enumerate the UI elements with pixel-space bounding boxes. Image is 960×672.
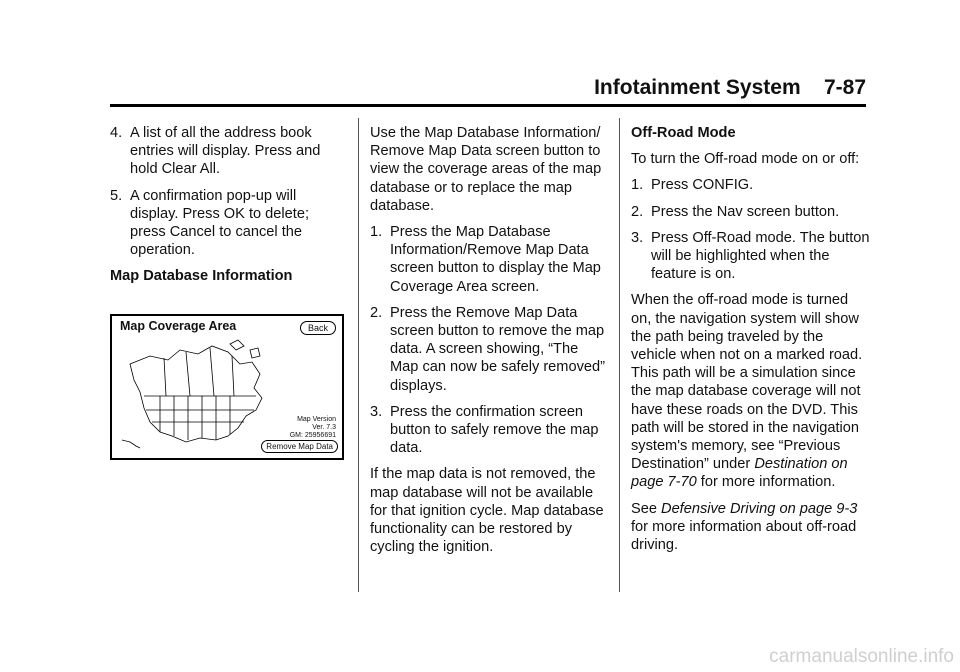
cross-reference-link[interactable]: Destination on page 7-70: [631, 456, 848, 491]
list-number: 4.: [110, 125, 123, 141]
list-number: 2.: [631, 203, 644, 220]
list-text: Press Off-Road mode. The button will be highlighted when the feature is on.: [651, 229, 870, 283]
list-text: Press the Map Database Information/Remove Map Data screen button to display the Map Coverage Area screen.: [390, 224, 601, 295]
column-right: [631, 124, 871, 562]
map-version-label: Map Version: [297, 416, 336, 423]
list-item: [631, 203, 871, 221]
page-header: [110, 76, 866, 107]
list-number: 2.: [370, 304, 383, 321]
column-divider: [619, 118, 620, 592]
list-number: 3.: [631, 229, 644, 246]
north-america-map-icon: [120, 336, 280, 456]
map-version-info: [284, 416, 336, 440]
paragraph: [631, 291, 871, 491]
map-coverage-screen-figure: [110, 314, 344, 460]
figure-title: Map Coverage Area: [120, 319, 237, 333]
cross-reference-link[interactable]: Defensive Driving on page 9-3: [661, 500, 858, 517]
paragraph-text: When the off-road mode is turned on, the navigation system will show the path being traveled by the vehicle when not on a marked road. This path will be a simulation since the map database coverage will not have these roads on the DVD. This path will be stored in the navigation system's memory, see “Previous Destination” under: [631, 292, 863, 473]
paragraph-text: for more information about off-road driving.: [631, 518, 857, 554]
page-title: Infotainment System 7-87: [594, 76, 866, 99]
column-left: [110, 124, 342, 294]
remove-map-data-button: Remove Map Data: [261, 440, 338, 453]
map-version-value: Ver. 7.3: [312, 424, 336, 431]
list-item: [370, 304, 610, 395]
watermark: carmanualsonline.info: [769, 646, 954, 667]
list-number: 3.: [370, 403, 383, 420]
list-number: 5.: [110, 187, 123, 204]
list-text: Press the Remove Map Data screen button to remove the map data. A screen showing, “The Map can now be safely removed” displays.: [390, 304, 605, 394]
list-item: [631, 229, 871, 284]
section-heading: Map Database Information: [110, 268, 293, 285]
column-divider: [358, 118, 359, 592]
list-text: Press the Nav screen button.: [651, 203, 840, 220]
paragraph-text: See: [631, 500, 662, 517]
section-heading: Off-Road Mode: [631, 125, 736, 141]
back-button: Back: [300, 321, 336, 335]
list-text: A list of all the address book entries will display. Press and hold Clear All.: [130, 125, 321, 178]
paragraph-text: for more information.: [696, 474, 836, 491]
list-item: [370, 403, 610, 458]
list-number: 1.: [370, 224, 383, 241]
list-item: [631, 176, 871, 194]
list-item: [370, 223, 610, 296]
list-number: 1.: [631, 177, 644, 194]
paragraph: [631, 500, 871, 555]
column-middle: [370, 124, 610, 564]
paragraph: To turn the Off-road mode on or off:: [631, 151, 860, 168]
list-text: Press the confirmation screen button to safely remove the map data.: [390, 403, 599, 457]
list-item: [110, 187, 342, 260]
list-text: Press CONFIG.: [651, 177, 754, 194]
list-text: A confirmation pop-up will display. Press OK to delete; press Cancel to cancel the operation.: [130, 187, 309, 259]
paragraph: If the map data is not removed, the map database will not be available for that ignition cycle. Map database functionality can be restored by cycling the ignition.: [370, 466, 604, 556]
gm-number: GM: 25956691: [289, 432, 336, 439]
list-item: [110, 124, 342, 179]
paragraph: Use the Map Database Information/ Remove Map Data screen button to view the coverage areas of the map database or to replace the map database.: [370, 125, 602, 214]
